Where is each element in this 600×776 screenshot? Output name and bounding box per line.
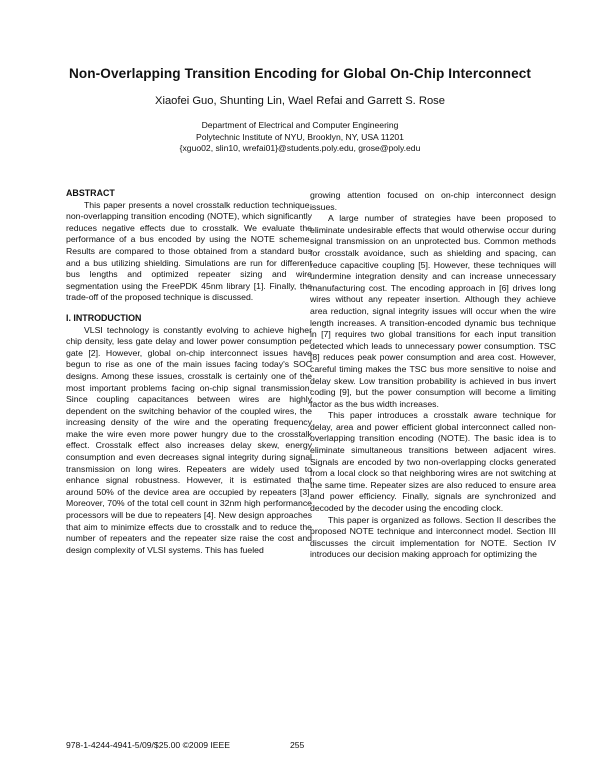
affiliation-department: Department of Electrical and Computer Engineering [201,120,399,130]
paper-title: Non-Overlapping Transition Encoding for Global On-Chip Interconnect [68,66,532,81]
affiliation-emails: {xguo02, slin10, wrefai01}@students.poly.edu, grose@poly.edu [179,143,421,153]
left-column [66,188,312,556]
right-column [310,190,556,561]
introduction-paragraph-3: This paper introduces a crosstalk aware technique for delay, area and power efficient global interconnect called non-overlapping transition encoding (NOTE). The basic idea is to eliminate simultaneous transitions between adjacent wires. Signals are encoded by two non-overlapping clocks generated from a local clock so that neighboring wires are not switching at the same time. Repeater sizes are also reduced to ensure area and power efficiency. Finally, signals are synchronized and decoded by the decoder using the encoding clock. [310,410,556,514]
affiliation-block [40,120,560,155]
page-number: 255 [290,740,305,750]
abstract-heading: ABSTRACT [66,188,115,198]
introduction-paragraph-4: This paper is organized as follows. Section II describes the proposed NOTE technique and interconnect model. Section III discusses the circuit implementation for NOTE. Section IV introduces our decision making approach for optimizing the [310,514,556,560]
introduction-heading: I. INTRODUCTION [66,312,142,323]
abstract-text: This paper presents a novel crosstalk reduction technique, non-overlapping transition encoding (NOTE), which significantly reduces negative effects due to crosstalk. We evaluate the performance of a bus encoded by using the NOTE scheme. Results are compared to those obtained from a standard bus and a bus utilizing shielding. Simulations are run for different bus lengths and optimized repeater sizing and wire segmentation using the FreePDK 45nm library [1]. Finally, the trade-off of the proposed technique is discussed. [66,199,312,303]
copyright-footer: 978-1-4244-4941-5/09/$25.00 ©2009 IEEE [66,740,231,750]
affiliation-institution: Polytechnic Institute of NYU, Brooklyn, NY, USA 11201 [196,131,404,142]
introduction-paragraph-1: VLSI technology is constantly evolving to achieve higher chip density, less gate delay and lower power consumption per gate [2]. However, global on-chip interconnect issues have begun to rise as one of the main issues facing today's SOC designs. Among these issues, crosstalk is certainly one of the most important problems facing on-chip signal transmission. Since coupling capacitances between wires are highly dependent on the switching behavior of the coupled wires, the increasing density of the wire and the operating frequency make the wire even more power hungry due to the crosstalk effect. Crosstalk effect also increases delay skew, energy consumption and even decreases signal integrity during signal transmission on long wires. Repeaters are widely used to enhance signal robustness. However, it is estimated that around 50% of the device area are occupied by repeaters [3]. Moreover, 70% of the total cell count in 32nm high performance processors will be due to repeaters [4]. New design approaches that aim to minimize effects due to crosstalk and to reduce the number of repeaters and the repeater size raise the cost and design complexity of VLSI systems. This has fueled [66,324,312,555]
introduction-paragraph-2: A large number of strategies have been proposed to eliminate undesirable effects that would otherwise occur during signal transmission on an unprotected bus. Common methods for crosstalk avoidance, such as shielding and spacing, can reduce capacitive coupling [5]. However, these techniques will undermine integration density and can increase unnecessary manufacturing cost. The encoding approach in [6] drives long wires without any repeater insertion. Although they achieve area reduction, signal integrity issues will occur when the wire length increases. A transition-encoded dynamic bus technique in [7] requires two global transitions for each input transition detected which leads to unnecessary power consumption. TSC [8] reduces peak power consumption and area cost. However, careful timing makes the TSC bus more sensitive to noise and delay skew. Low transition probability is achieved in bus invert coding [9], but the power consumption will become a limiting factor as the bus width increases. [310,213,556,409]
introduction-paragraph-continued: growing attention focused on on-chip interconnect design issues. [310,190,556,212]
author-list: Xiaofei Guo, Shunting Lin, Wael Refai and Garrett S. Rose [155,95,445,107]
